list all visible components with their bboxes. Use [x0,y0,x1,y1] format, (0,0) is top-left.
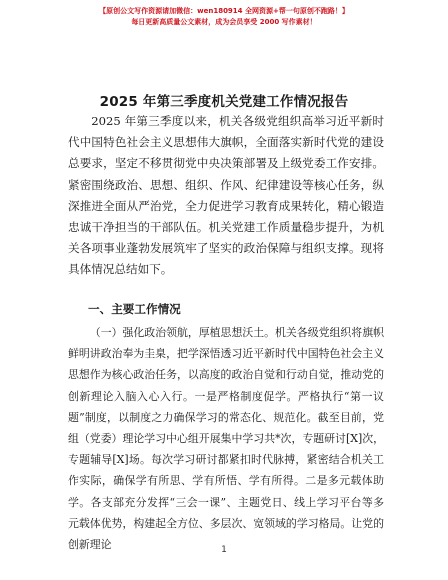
banner-line-2: 每日更新高质量公文素材，成为会员享受 2000 写作素材！ [131,18,317,26]
page-number: 1 [221,545,227,555]
paragraph-1: （一）强化政治领航，厚植思想沃土。机关各级党组织将旗帜鲜明讲政治奉为圭臬，把学深悟透习近平新时代中国特色社会主义思想作为核心政治任务，以高度的政治自觉和行动自觉，推动党的创新理论入脑入心入行。一是严格制度促学。严格执行“第一议题”制度，以制度之力确保学习的常态化、规范化。截至目前，党组（党委）理论学习中心组开展集中学习共*次，专题研讨[X]次，专题辅导[X]场。每次学习研讨都紧扣时代脉搏，紧密结合机关工作实际，确保学有所思、学有所悟、学有所得。二是多元载体助学。各支部充分发挥“三会一课”、主题党日、线上学习平台等多元载体优势，构建起全方位、多层次、宽领域的学习格局。让党的创新理论 [68,326,384,552]
section-body [68,322,384,555]
document-title: 2025 年第三季度机关党建工作情况报告 [99,94,349,110]
section-heading: 一、主要工作情况 [88,302,181,316]
banner-line-1: 【原创公文写作资源请加微信：wen180914 全网资源+帮一句原创不跑路！】 [99,7,349,15]
intro-block [68,111,384,281]
intro-paragraph: 2025 年第三季度以来，机关各级党组织高举习近平新时代中国特色社会主义思想伟大旗帜，全面落实新时代党的建设总要求，坚定不移贯彻党中央决策部署及上级党委工作安排。紧密围绕政治、思想、组织、作风、纪律建设等核心任务，纵深推进全面从严治党，全力促进学习教育成果转化，精心锻造忠诚干净担当的干部队伍。机关党建工作质量稳步提升，为机关各项事业蓬勃发展筑牢了坚实的政治保障与组织支撑。现将具体情况总结如下。 [68,114,384,277]
header-banner [0,6,448,28]
